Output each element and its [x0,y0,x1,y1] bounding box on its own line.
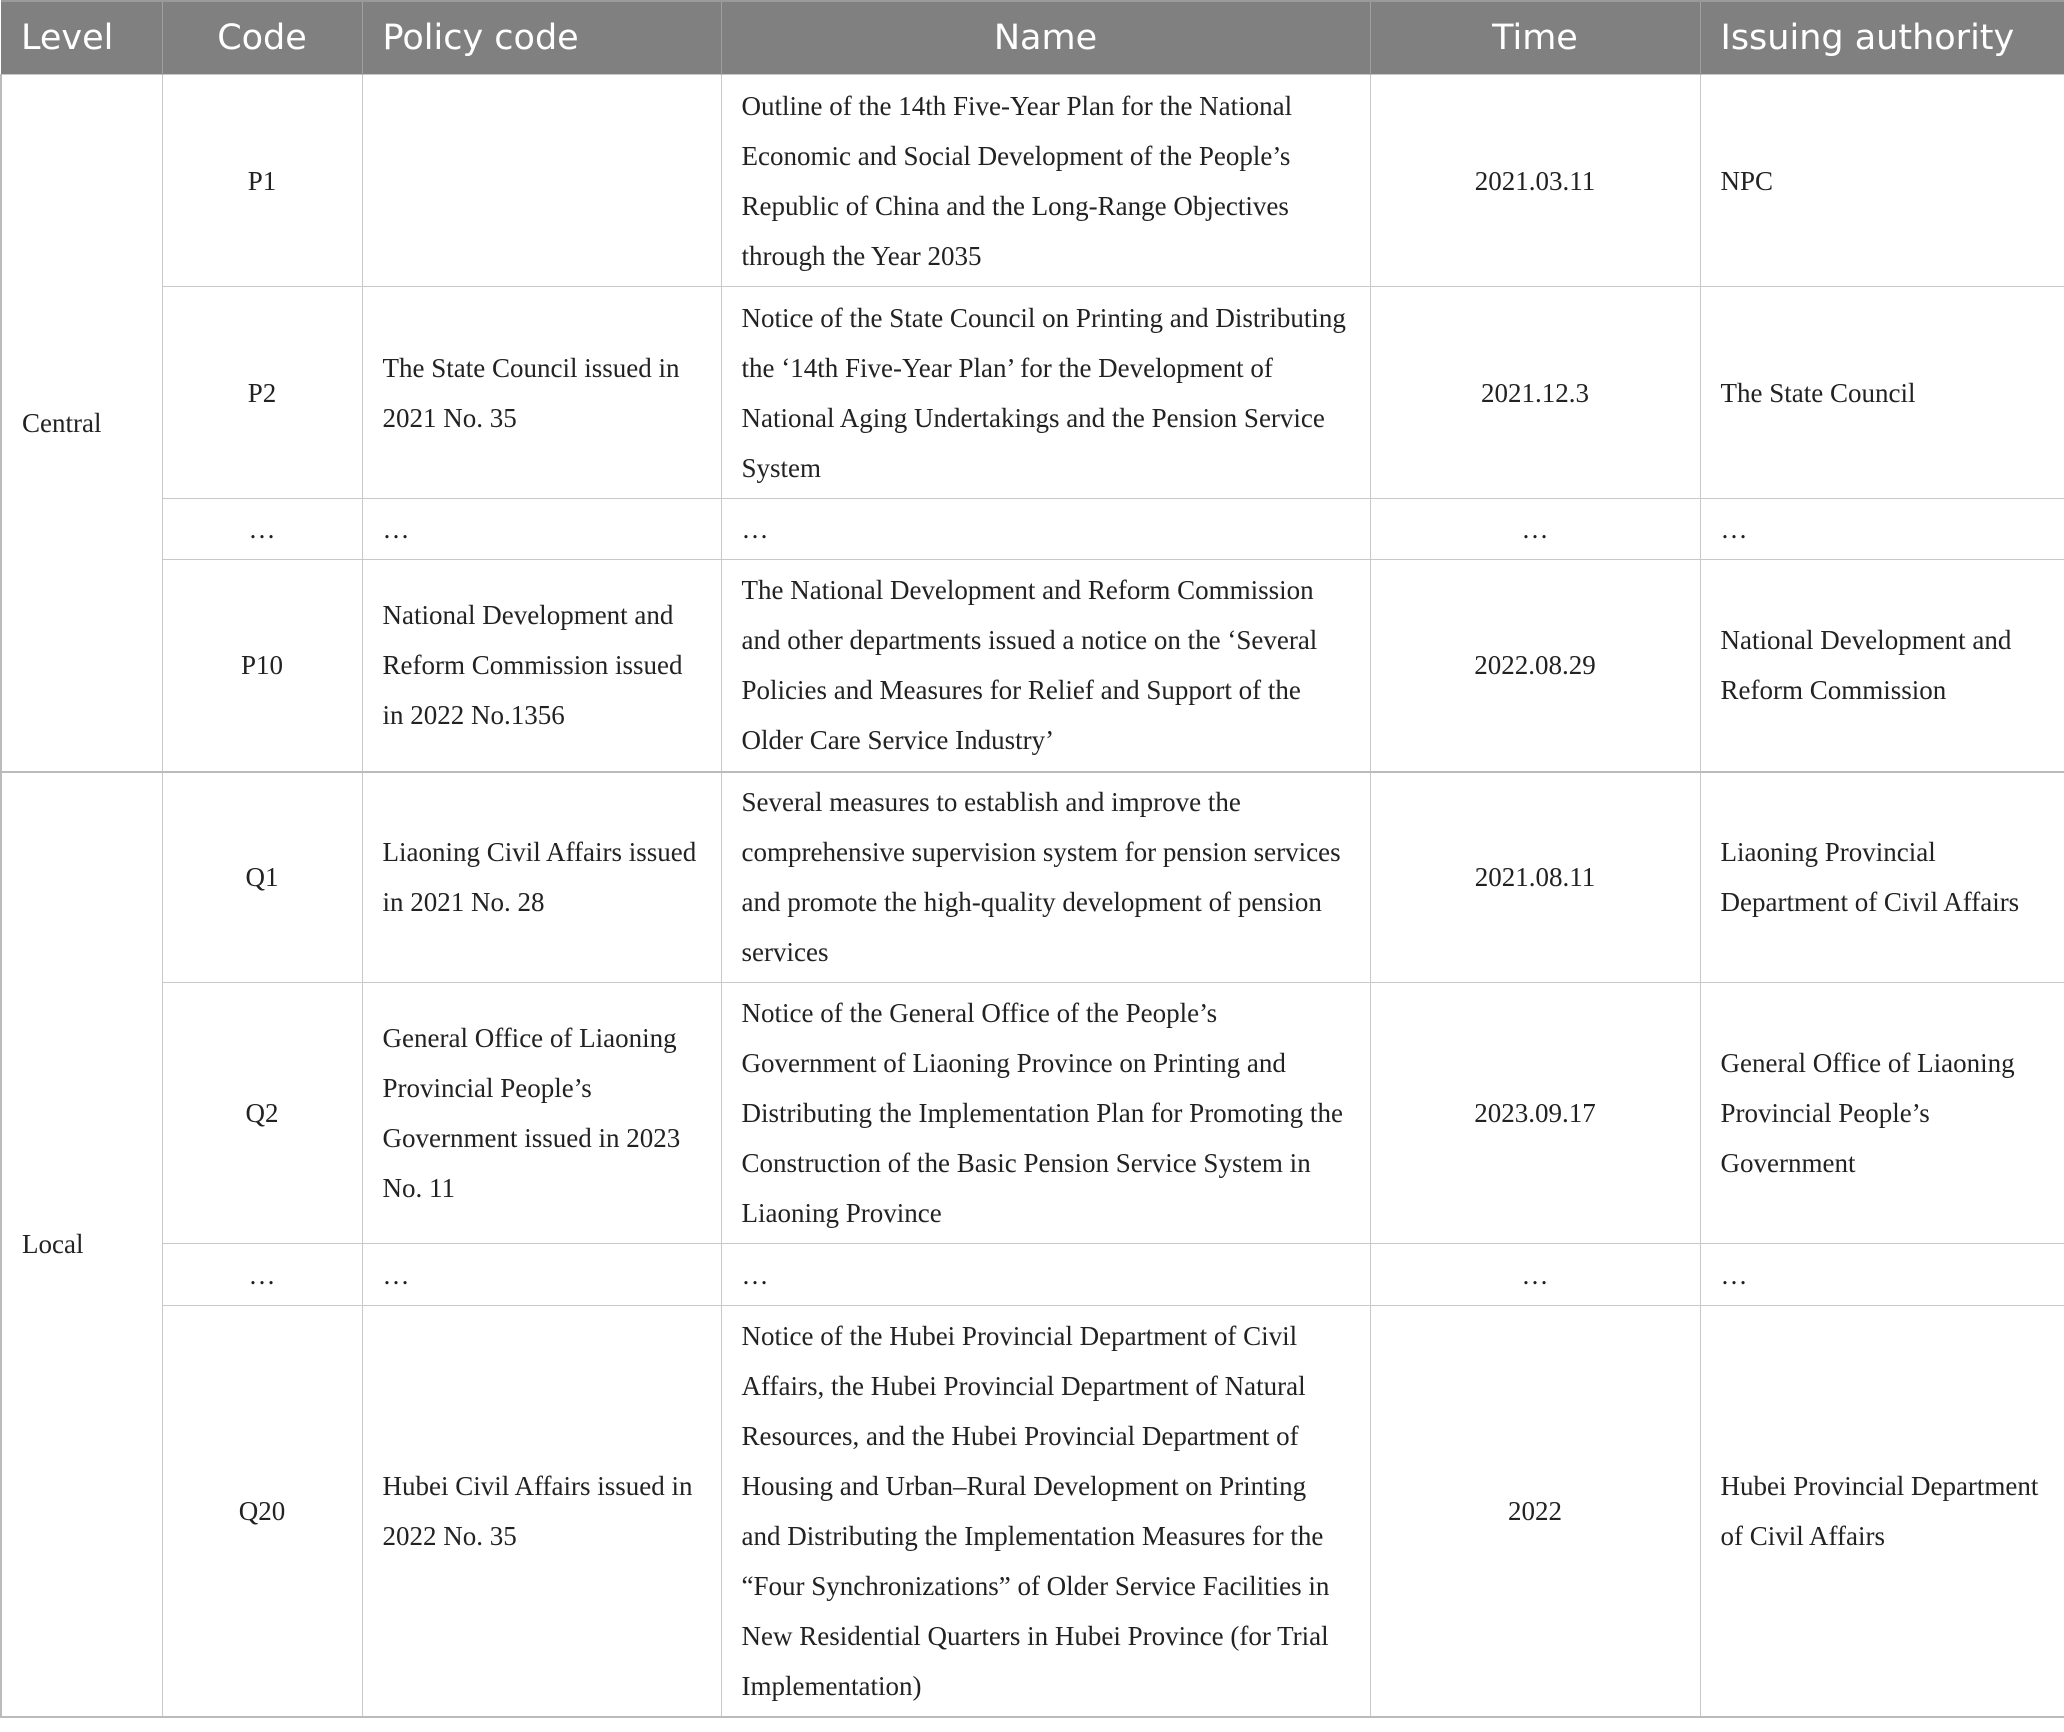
cell-time: 2021.03.11 [1370,75,1700,287]
header-issuing-authority: Issuing authority [1700,1,2064,75]
cell-level: Local [1,772,162,1717]
cell-policy-code [362,75,721,287]
cell-authority: … [1700,1244,2064,1306]
header-policy-code: Policy code [362,1,721,75]
cell-policy-code: Liaoning Civil Affairs issued in 2021 No. 28 [362,772,721,983]
cell-policy-code: … [362,499,721,560]
cell-authority: Hubei Provincial Department of Civil Affairs [1700,1306,2064,1717]
cell-code: … [162,499,362,560]
table-row [1,287,2064,499]
cell-name: Notice of the General Office of the People’s Government of Liaoning Province on Printing and Distributing the Implementation Plan for Promoting the Construction of the Basic Pension Service System in Liaoning Province [721,983,1370,1244]
cell-code: Q2 [162,983,362,1244]
table-row [1,560,2064,772]
header-level: Level [1,1,162,75]
cell-policy-code: General Office of Liaoning Provincial People’s Government issued in 2023 No. 11 [362,983,721,1244]
cell-authority: National Development and Reform Commission [1700,560,2064,772]
header-row [1,1,2064,75]
cell-authority: The State Council [1700,287,2064,499]
cell-code: Q1 [162,772,362,983]
cell-policy-code: … [362,1244,721,1306]
cell-authority: … [1700,499,2064,560]
header-time: Time [1370,1,1700,75]
cell-policy-code: The State Council issued in 2021 No. 35 [362,287,721,499]
cell-code: P1 [162,75,362,287]
table-row [1,772,2064,983]
cell-time: 2023.09.17 [1370,983,1700,1244]
table-row [1,499,2064,560]
header-code: Code [162,1,362,75]
cell-code: Q20 [162,1306,362,1717]
header-name: Name [721,1,1370,75]
cell-code: … [162,1244,362,1306]
cell-code: P2 [162,287,362,499]
cell-time: 2022 [1370,1306,1700,1717]
cell-time: 2021.08.11 [1370,772,1700,983]
cell-time: … [1370,499,1700,560]
cell-authority: General Office of Liaoning Provincial People’s Government [1700,983,2064,1244]
cell-name: … [721,499,1370,560]
cell-name: Notice of the Hubei Provincial Department of Civil Affairs, the Hubei Provincial Department of Natural Resources, and the Hubei Provincial Department of Housing and Urban–Rural Development on Printing and Distributing the Implementation Measures for the “Four Synchronizations” of Older Service Facilities in New Residential Quarters in Hubei Province (for Trial Implementation) [721,1306,1370,1717]
cell-name: Several measures to establish and improve the comprehensive supervision system for pension services and promote the high-quality development of pension services [721,772,1370,983]
cell-policy-code: Hubei Civil Affairs issued in 2022 No. 35 [362,1306,721,1717]
cell-name: The National Development and Reform Commission and other departments issued a notice on the ‘Several Policies and Measures for Relief and Support of the Older Care Service Industry’ [721,560,1370,772]
cell-level: Central [1,75,162,772]
cell-code: P10 [162,560,362,772]
cell-authority: NPC [1700,75,2064,287]
cell-name: Outline of the 14th Five-Year Plan for the National Economic and Social Development of the People’s Republic of China and the Long-Range Objectives through the Year 2035 [721,75,1370,287]
cell-time: 2021.12.3 [1370,287,1700,499]
table-row [1,1306,2064,1717]
cell-time: … [1370,1244,1700,1306]
table-row [1,75,2064,287]
table-row [1,983,2064,1244]
cell-name: … [721,1244,1370,1306]
cell-policy-code: National Development and Reform Commission issued in 2022 No.1356 [362,560,721,772]
cell-time: 2022.08.29 [1370,560,1700,772]
cell-name: Notice of the State Council on Printing and Distributing the ‘14th Five-Year Plan’ for the Development of National Aging Undertakings and the Pension Service System [721,287,1370,499]
cell-authority: Liaoning Provincial Department of Civil Affairs [1700,772,2064,983]
table-row [1,1244,2064,1306]
